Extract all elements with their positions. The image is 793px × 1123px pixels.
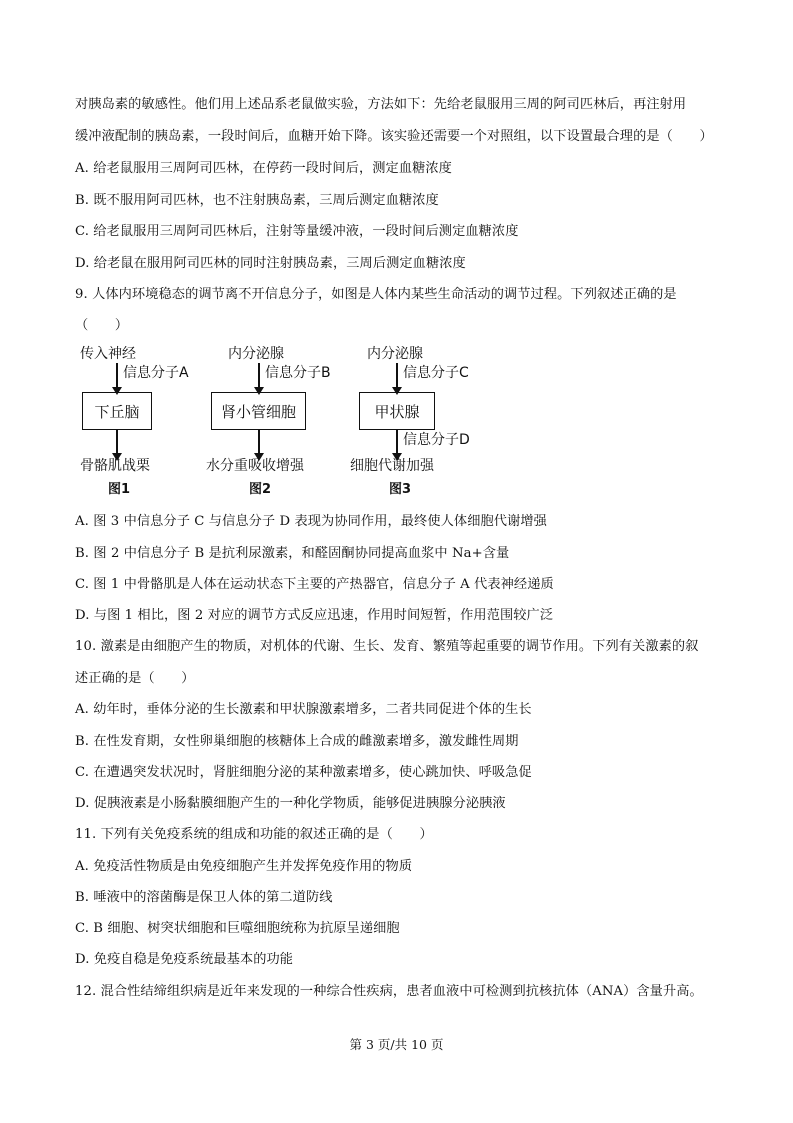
fig1-box-hypothalamus: 下丘脑 [82,392,152,430]
q11-option-a: A. 免疫活性物质是由免疫细胞产生并发挥免疫作用的物质 [75,859,413,874]
q8-option-b: B. 既不服用阿司匹林，也不注射胰岛素，三周后测定血糖浓度 [75,193,439,208]
q9-option-a: A. 图 3 中信息分子 C 与信息分子 D 表现为协同作用，最终使人体细胞代谢增强 [75,514,547,529]
fig3-arrow-in [396,363,398,388]
q11-text-line-1: 11. 下列有关免疫系统的组成和功能的叙述正确的是（ ） [75,827,433,842]
q12-text-line-1: 12. 混合性结缔组织病是近年来发现的一种综合性疾病，患者血液中可检测到抗核抗体（ANA）含量升高。 [75,984,703,999]
fig1-source-label: 传入神经 [80,346,136,362]
q9-text-line-1: 9. 人体内环境稳态的调节离不开信息分子，如图是人体内某些生命活动的调节过程。下列叙述正确的是 [75,287,677,302]
fig3-box-thyroid: 甲状腺 [359,392,435,430]
q9-text-line-2: （ ） [75,318,129,333]
q10-text-line-2: 述正确的是（ ） [75,671,195,686]
fig1-signal-label: 信息分子A [123,365,189,381]
q11-option-c: C. B 细胞、树突状细胞和巨噬细胞统称为抗原呈递细胞 [75,921,400,936]
q10-option-c: C. 在遭遇突发状况时，肾脏细胞分泌的某种激素增多，使心跳加快、呼吸急促 [75,765,532,780]
fig3-signal-out-label: 信息分子D [403,432,470,448]
page-footer: 第 3 页/共 10 页 [349,1037,444,1052]
q11-option-d: D. 免疫自稳是免疫系统最基本的功能 [75,952,294,967]
q8-text-line-2: 缓冲液配制的胰岛素，一段时间后，血糖开始下降。该实验还需要一个对照组，以下设置最合理的是（ ） [75,129,713,144]
q8-option-d: D. 给老鼠在服用阿司匹林的同时注射胰岛素，三周后测定血糖浓度 [75,256,466,271]
q9-option-c: C. 图 1 中骨骼肌是人体在运动状态下主要的产热器官，信息分子 A 代表神经递质 [75,577,554,592]
fig1-arrow-in [116,363,118,388]
fig3-caption: 图3 [389,482,412,497]
fig3-arrow-out [396,430,398,454]
q8-option-a: A. 给老鼠服用三周阿司匹林，在停药一段时间后，测定血糖浓度 [75,161,452,176]
fig3-signal-label: 信息分子C [403,365,469,381]
q10-text-line-1: 10. 激素是由细胞产生的物质，对机体的代谢、生长、发育、繁殖等起重要的调节作用。下列有关激素的叙 [75,639,699,654]
q9-option-d: D. 与图 1 相比，图 2 对应的调节方式反应迅速，作用时间短暂，作用范围较广泛 [75,608,554,623]
fig2-arrow-out [258,430,260,454]
fig2-result-label: 水分重吸收增强 [206,458,304,474]
fig1-result-label: 骨骼肌战栗 [80,458,150,474]
fig2-caption: 图2 [249,482,272,497]
fig3-result-label: 细胞代谢加强 [350,458,434,474]
fig1-caption: 图1 [108,482,131,497]
q10-option-a: A. 幼年时，垂体分泌的生长激素和甲状腺激素增多，二者共同促进个体的生长 [75,702,532,717]
fig2-source-label: 内分泌腺 [228,346,284,362]
fig2-box-renal-tubule-cell: 肾小管细胞 [211,392,306,430]
q11-option-b: B. 唾液中的溶菌酶是保卫人体的第二道防线 [75,890,333,905]
fig2-arrow-in [258,363,260,388]
fig1-arrow-out [116,430,118,454]
q10-option-d: D. 促胰液素是小肠黏膜细胞产生的一种化学物质，能够促进胰腺分泌胰液 [75,796,506,811]
fig3-source-label: 内分泌腺 [367,346,423,362]
fig2-signal-label: 信息分子B [265,365,331,381]
q8-text-line-1: 对胰岛素的敏感性。他们用上述品系老鼠做实验，方法如下：先给老鼠服用三周的阿司匹林后，再注射用 [75,97,687,112]
q10-option-b: B. 在性发育期，女性卵巢细胞的核糖体上合成的雌激素增多，激发雌性周期 [75,734,519,749]
q9-option-b: B. 图 2 中信息分子 B 是抗利尿激素，和醛固酮协同提高血浆中 Na+含量 [75,546,510,561]
q8-option-c: C. 给老鼠服用三周阿司匹林后，注射等量缓冲液，一段时间后测定血糖浓度 [75,224,519,239]
